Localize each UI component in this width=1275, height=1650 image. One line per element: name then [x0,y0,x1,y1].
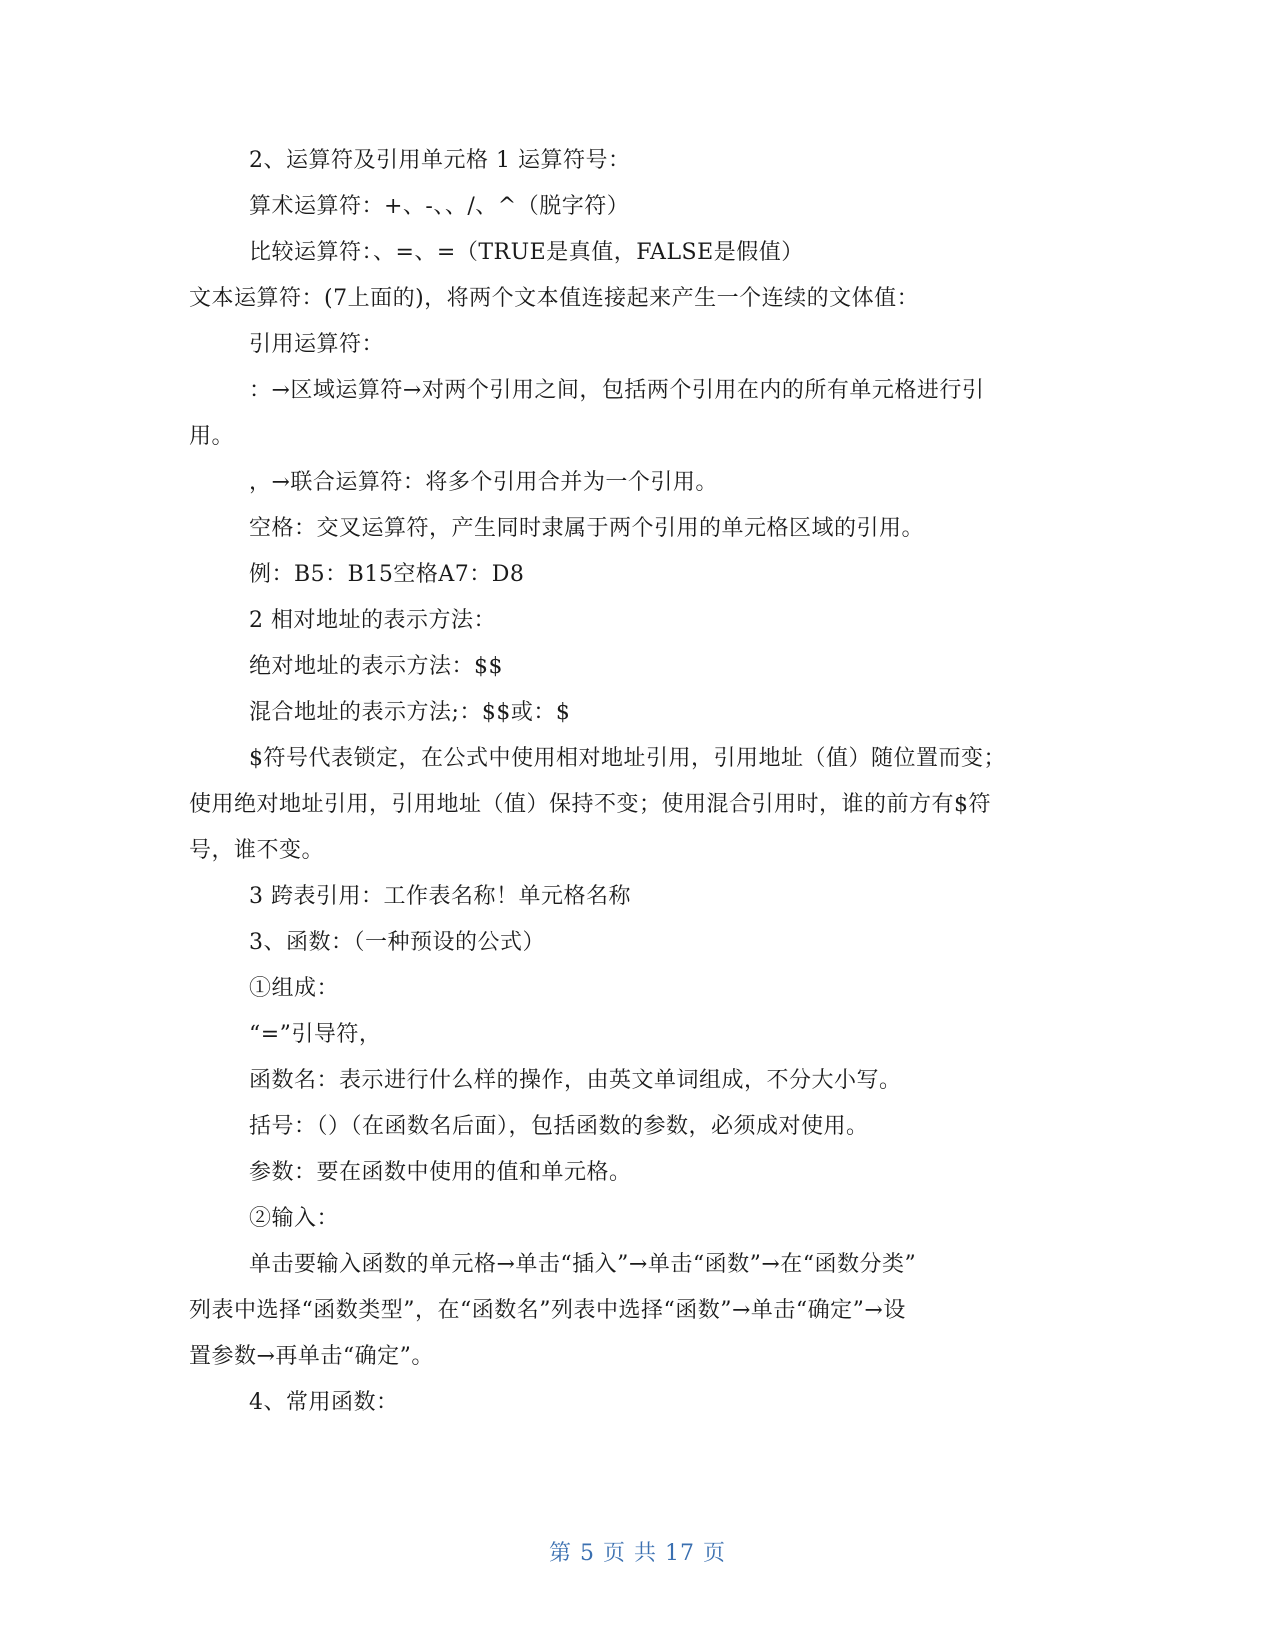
text-line: 号，谁不变。 [189,838,325,863]
text-line: 算术运算符：+、-、、/、^（脱字符） [249,194,630,219]
text-line: 3、函数：（一种预设的公式） [249,930,545,955]
text-line: 单击要输入函数的单元格→单击“插入”→单击“函数”→在“函数分类” [249,1252,917,1277]
text-line: $符号代表锁定，在公式中使用相对地址引用，引用地址（值）随位置而变； [249,746,1006,771]
text-line: 用。 [189,424,235,449]
text-line: “=”引导符， [249,1022,382,1047]
text-line: 2 相对地址的表示方法： [249,608,496,633]
text-line: 绝对地址的表示方法：$$ [249,654,503,679]
text-line: ②输入： [249,1206,340,1231]
text-line: 空格：交叉运算符，产生同时隶属于两个引用的单元格区域的引用。 [249,516,925,541]
text-line: 括号：（）（在函数名后面），包括函数的参数，必须成对使用。 [249,1114,869,1139]
text-line: ①组成： [249,976,340,1001]
text-line: 例：B5：B15空格A7：D8 [249,562,525,587]
text-line: 3 跨表引用：工作表名称！单元格名称 [249,884,631,909]
page-footer: 第 5 页 共 17 页 [549,1541,726,1566]
text-line: 4、常用函数： [249,1390,399,1415]
text-line: 混合地址的表示方法;：$$或：$ [249,700,571,725]
text-line: 文本运算符：(7上面的)，将两个文本值连接起来产生一个连续的文体值： [189,286,920,311]
text-line: 引用运算符： [249,332,385,357]
text-line: 比较运算符：、=、=（TRUE是真值，FALSE是假值） [249,240,804,265]
text-line: ，→联合运算符：将多个引用合并为一个引用。 [249,470,718,495]
text-line: 2、运算符及引用单元格 1 运算符号： [249,148,631,173]
text-line: 列表中选择“函数类型”，在“函数名”列表中选择“函数”→单击“确定”→设 [189,1298,906,1323]
text-line: 参数：要在函数中使用的值和单元格。 [249,1160,632,1185]
text-line: ：→区域运算符→对两个引用之间，包括两个引用在内的所有单元格进行引 [249,378,985,403]
text-line: 使用绝对地址引用，引用地址（值）保持不变；使用混合引用时，谁的前方有$符 [189,792,991,817]
text-line: 置参数→再单击“确定”。 [189,1344,434,1369]
text-line: 函数名：表示进行什么样的操作，由英文单词组成，不分大小写。 [249,1068,902,1093]
